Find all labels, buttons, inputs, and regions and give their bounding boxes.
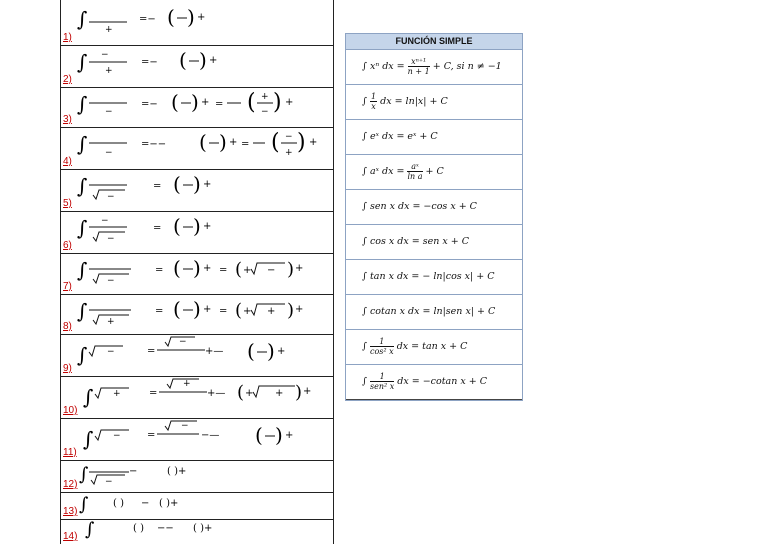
exercise-number: 7) bbox=[63, 281, 72, 292]
svg-text:=−: =− bbox=[139, 14, 156, 25]
row-rhs: dx = −cotan x + C bbox=[397, 376, 487, 387]
svg-text:∫: ∫ bbox=[77, 132, 88, 156]
svg-text:( )+: ( )+ bbox=[167, 466, 187, 477]
svg-text:+: + bbox=[243, 306, 252, 317]
svg-text:( ): ( ) bbox=[113, 498, 124, 509]
row-lhs: ∫ aˣ dx = bbox=[362, 166, 405, 177]
svg-text:): ) bbox=[267, 339, 275, 363]
exercise-13-formula bbox=[75, 492, 333, 519]
svg-text:∫: ∫ bbox=[77, 216, 88, 240]
row-numerator: 1 bbox=[370, 92, 377, 101]
row-lhs: ∫ xⁿ dx = bbox=[362, 61, 405, 72]
svg-text:∫: ∫ bbox=[77, 92, 88, 116]
table-row-reciprocal bbox=[346, 85, 522, 120]
svg-text:+: + bbox=[243, 265, 252, 276]
row-denominator: ln a bbox=[407, 172, 423, 181]
svg-text:−: − bbox=[113, 431, 121, 441]
row-rhs: + C, si n ≠ −1 bbox=[432, 61, 502, 72]
row-denominator: n + 1 bbox=[407, 67, 430, 76]
svg-text:−: − bbox=[107, 347, 115, 357]
svg-text:): ) bbox=[191, 90, 199, 114]
exercise-9 bbox=[61, 334, 333, 377]
svg-text:): ) bbox=[297, 130, 306, 155]
svg-text:=−: =− bbox=[141, 99, 158, 110]
svg-text:=: = bbox=[147, 430, 156, 441]
svg-text:+: + bbox=[229, 137, 238, 148]
svg-text:−: − bbox=[179, 337, 187, 347]
table-row-csc-squared bbox=[346, 365, 522, 400]
row-lhs: ∫ bbox=[362, 341, 367, 352]
row-numerator: 1 bbox=[370, 337, 394, 347]
svg-text:+: + bbox=[295, 304, 304, 315]
svg-text:+: + bbox=[295, 263, 304, 274]
svg-text:+: + bbox=[105, 25, 113, 35]
exercise-3-formula bbox=[75, 87, 333, 127]
exercise-number: 8) bbox=[63, 321, 72, 332]
exercise-11 bbox=[61, 418, 333, 461]
svg-text:(: ( bbox=[247, 339, 255, 363]
svg-text:( )+: ( )+ bbox=[193, 523, 213, 534]
row-denominator: sen² x bbox=[369, 382, 395, 391]
svg-text:( )+: ( )+ bbox=[159, 498, 179, 509]
svg-text:∫: ∫ bbox=[77, 7, 88, 31]
svg-text:): ) bbox=[187, 5, 195, 29]
integral-formula-table bbox=[345, 33, 523, 401]
svg-text:+: + bbox=[303, 386, 312, 397]
svg-text:(: ( bbox=[255, 423, 263, 447]
svg-text:−−: −− bbox=[157, 523, 174, 534]
exercise-number: 1) bbox=[63, 32, 72, 43]
exercise-number: 2) bbox=[63, 74, 72, 85]
exercise-1 bbox=[61, 0, 333, 46]
svg-text:): ) bbox=[287, 259, 295, 280]
exercise-10-formula bbox=[75, 376, 333, 418]
exercise-9-formula bbox=[75, 334, 333, 376]
svg-text:(: ( bbox=[235, 259, 243, 280]
table-row-sec-squared bbox=[346, 330, 522, 365]
row-denominator: cos² x bbox=[369, 347, 394, 356]
exercise-13 bbox=[61, 492, 333, 520]
svg-text:∫: ∫ bbox=[77, 343, 88, 367]
svg-text:): ) bbox=[219, 130, 227, 154]
table-row-tan bbox=[346, 260, 522, 295]
svg-text:+—: +— bbox=[205, 346, 224, 357]
svg-text:∫: ∫ bbox=[85, 519, 95, 540]
svg-text:=: = bbox=[149, 388, 158, 399]
exercise-number: 9) bbox=[63, 363, 72, 374]
svg-text:−: − bbox=[107, 234, 115, 244]
svg-text:∫: ∫ bbox=[83, 427, 94, 451]
svg-text:( ): ( ) bbox=[133, 523, 144, 534]
svg-text:+: + bbox=[113, 389, 121, 399]
row-rhs: + C bbox=[425, 166, 444, 177]
svg-text:−: − bbox=[105, 148, 113, 158]
row-numerator: aˣ bbox=[407, 162, 422, 172]
svg-text:(: ( bbox=[179, 48, 187, 72]
svg-text:(: ( bbox=[173, 297, 181, 321]
svg-text:(: ( bbox=[235, 300, 243, 321]
svg-text:=: = bbox=[153, 181, 162, 192]
exercise-number: 11) bbox=[63, 447, 77, 458]
svg-text:=: = bbox=[147, 346, 156, 357]
exercise-6 bbox=[61, 211, 333, 254]
row-rhs: dx = ln|x| + C bbox=[380, 96, 448, 107]
svg-text:=: = bbox=[215, 99, 224, 110]
svg-text:∫: ∫ bbox=[79, 494, 89, 515]
exercise-12-formula bbox=[75, 460, 333, 492]
table-row-sin bbox=[346, 190, 522, 225]
svg-text:): ) bbox=[199, 48, 207, 72]
svg-text:=−: =− bbox=[141, 57, 158, 68]
svg-text:+: + bbox=[197, 12, 206, 23]
svg-text:+: + bbox=[275, 388, 284, 399]
svg-text:+: + bbox=[203, 221, 212, 232]
svg-text:−: − bbox=[105, 107, 113, 117]
svg-text:−: − bbox=[107, 276, 115, 286]
exercise-4-formula bbox=[75, 127, 333, 169]
svg-text:∫: ∫ bbox=[77, 258, 88, 282]
svg-text:=: = bbox=[155, 265, 164, 276]
svg-text:): ) bbox=[295, 382, 303, 403]
exercise-number: 4) bbox=[63, 156, 72, 167]
exercise-3 bbox=[61, 87, 333, 128]
svg-text:=−−: =−− bbox=[141, 139, 167, 150]
svg-text:+: + bbox=[107, 317, 115, 327]
svg-text:): ) bbox=[275, 423, 283, 447]
exercise-5 bbox=[61, 169, 333, 212]
exercise-number: 10) bbox=[63, 405, 78, 416]
exercise-12 bbox=[61, 460, 333, 493]
svg-text:+: + bbox=[261, 92, 269, 102]
svg-text:): ) bbox=[193, 172, 201, 196]
svg-text:+: + bbox=[203, 304, 212, 315]
svg-text:+: + bbox=[267, 306, 276, 317]
table-row-power bbox=[346, 50, 522, 85]
svg-text:∫: ∫ bbox=[83, 385, 94, 409]
svg-text:+: + bbox=[285, 97, 294, 108]
svg-text:+: + bbox=[105, 66, 113, 76]
exercise-2-formula bbox=[75, 45, 333, 87]
svg-text:−: − bbox=[181, 421, 189, 431]
svg-text:): ) bbox=[287, 300, 295, 321]
exercise-number: 13) bbox=[63, 506, 78, 517]
svg-text:−: − bbox=[285, 132, 293, 142]
exercise-4 bbox=[61, 127, 333, 170]
svg-text:+: + bbox=[285, 430, 294, 441]
svg-text:−: − bbox=[261, 107, 269, 117]
svg-text:): ) bbox=[193, 256, 201, 280]
row-lhs: ∫ bbox=[362, 96, 367, 107]
svg-text:−—: −— bbox=[201, 430, 220, 441]
exercise-14 bbox=[61, 519, 333, 544]
row-denominator: x bbox=[371, 102, 376, 111]
svg-text:+: + bbox=[209, 55, 218, 66]
row-lhs: ∫ bbox=[362, 376, 367, 387]
row-rhs: dx = tan x + C bbox=[396, 341, 468, 352]
svg-text:+: + bbox=[201, 97, 210, 108]
row-numerator: 1 bbox=[370, 372, 394, 382]
row-lhs: ∫ eˣ dx = eˣ + C bbox=[362, 131, 438, 142]
exercise-1-formula bbox=[75, 0, 333, 45]
exercise-8-formula bbox=[75, 294, 333, 334]
exercise-14-formula bbox=[75, 519, 333, 544]
table-row-exp bbox=[346, 120, 522, 155]
exercise-number: 12) bbox=[63, 479, 78, 490]
svg-text:+: + bbox=[245, 388, 254, 399]
exercise-number: 14) bbox=[63, 531, 78, 542]
row-numerator: xⁿ⁺¹ bbox=[408, 57, 430, 67]
svg-text:+: + bbox=[285, 148, 293, 158]
svg-text:−: − bbox=[267, 265, 276, 276]
svg-text:−: − bbox=[105, 477, 113, 487]
row-lhs: ∫ cotan x dx = ln|sen x| + C bbox=[362, 306, 496, 317]
svg-text:(: ( bbox=[247, 90, 256, 115]
svg-text:(: ( bbox=[199, 130, 207, 154]
svg-text:+: + bbox=[203, 263, 212, 274]
svg-text:+—: +— bbox=[207, 388, 226, 399]
svg-text:+: + bbox=[183, 379, 191, 389]
svg-text:): ) bbox=[193, 214, 201, 238]
svg-text:−: − bbox=[101, 216, 109, 226]
svg-text:(: ( bbox=[173, 256, 181, 280]
row-lhs: ∫ sen x dx = −cos x + C bbox=[362, 201, 477, 212]
svg-text:∫: ∫ bbox=[77, 174, 88, 198]
svg-text:=: = bbox=[219, 265, 228, 276]
svg-text:+: + bbox=[309, 137, 318, 148]
svg-text:(: ( bbox=[271, 130, 280, 155]
svg-text:−: − bbox=[141, 498, 150, 509]
svg-text:−: − bbox=[101, 50, 109, 60]
exercise-number: 6) bbox=[63, 240, 72, 251]
exercise-5-formula bbox=[75, 169, 333, 211]
exercise-6-formula bbox=[75, 211, 333, 253]
exercise-2 bbox=[61, 45, 333, 88]
svg-text:=: = bbox=[153, 223, 162, 234]
exercise-7-formula bbox=[75, 253, 333, 294]
exercise-worksheet bbox=[60, 0, 334, 544]
svg-text:): ) bbox=[273, 90, 282, 115]
svg-text:(: ( bbox=[237, 382, 245, 403]
svg-text:∫: ∫ bbox=[79, 464, 89, 485]
svg-text:∫: ∫ bbox=[77, 299, 88, 323]
table-row-cos bbox=[346, 225, 522, 260]
table-row-cotan bbox=[346, 295, 522, 330]
svg-text:∫: ∫ bbox=[77, 50, 88, 74]
table-row-exp-base-a bbox=[346, 155, 522, 190]
exercise-number: 5) bbox=[63, 198, 72, 209]
svg-text:+: + bbox=[203, 179, 212, 190]
svg-text:=: = bbox=[219, 306, 228, 317]
row-lhs: ∫ tan x dx = − ln|cos x| + C bbox=[362, 271, 495, 282]
row-lhs: ∫ cos x dx = sen x + C bbox=[362, 236, 469, 247]
svg-text:(: ( bbox=[173, 214, 181, 238]
svg-text:=: = bbox=[241, 139, 250, 150]
table-header: FUNCIÓN SIMPLE bbox=[346, 34, 522, 50]
svg-text:): ) bbox=[193, 297, 201, 321]
exercise-11-formula bbox=[75, 418, 333, 460]
svg-text:+: + bbox=[277, 346, 286, 357]
svg-text:=: = bbox=[155, 306, 164, 317]
exercise-8 bbox=[61, 294, 333, 335]
exercise-10 bbox=[61, 376, 333, 419]
svg-text:−: − bbox=[107, 192, 115, 202]
svg-text:(: ( bbox=[171, 90, 179, 114]
exercise-7 bbox=[61, 253, 333, 295]
svg-text:−: − bbox=[129, 466, 138, 477]
svg-text:(: ( bbox=[173, 172, 181, 196]
exercise-number: 3) bbox=[63, 114, 72, 125]
svg-text:(: ( bbox=[167, 5, 175, 29]
